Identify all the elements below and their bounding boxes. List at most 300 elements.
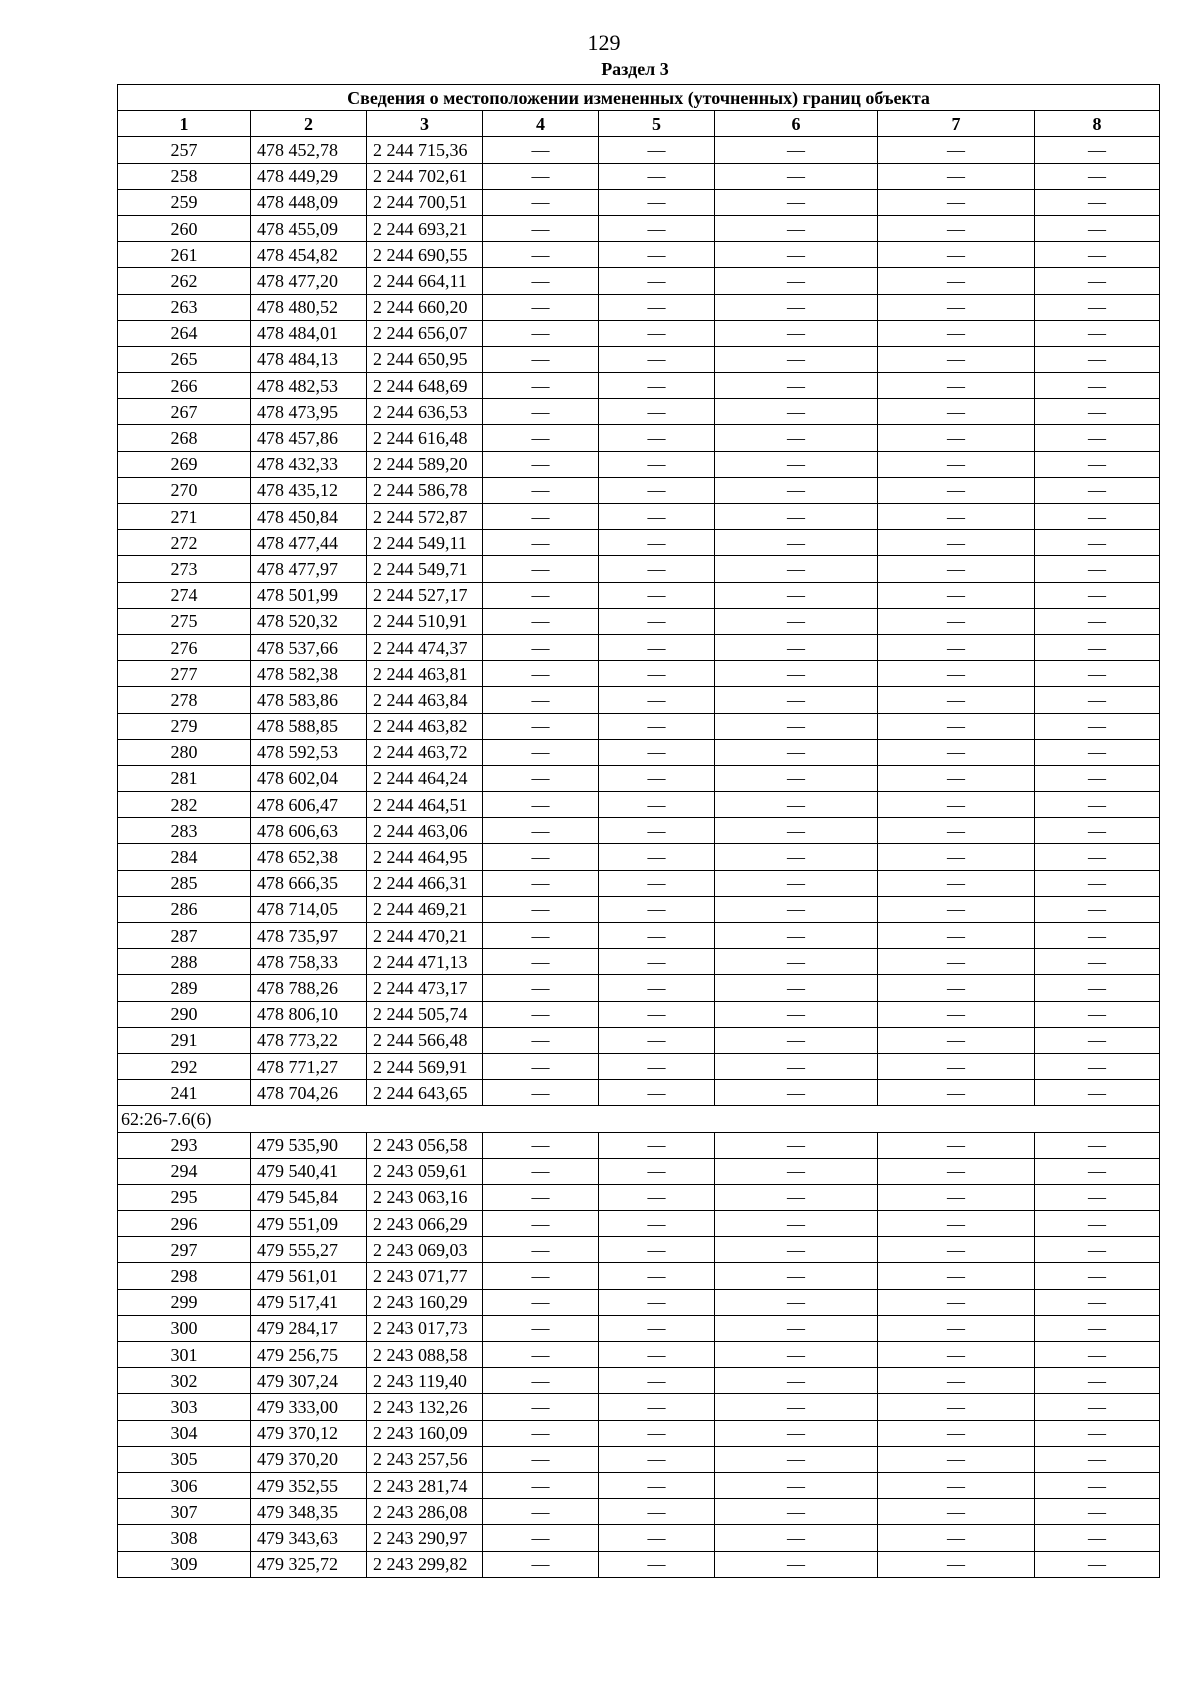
dash-cell: —	[878, 504, 1035, 530]
table-row	[118, 1420, 1160, 1446]
dash-cell: —	[599, 1263, 715, 1289]
point-number-cell: 303	[118, 1394, 251, 1420]
x-coordinate-cell: 478 452,78	[251, 137, 367, 163]
dash-cell: —	[878, 1027, 1035, 1053]
dash-cell: —	[483, 399, 599, 425]
point-number-cell: 300	[118, 1315, 251, 1341]
dash-cell: —	[599, 1211, 715, 1237]
dash-cell: —	[599, 1551, 715, 1577]
y-coordinate-cell: 2 244 510,91	[367, 608, 483, 634]
table-row	[118, 923, 1160, 949]
x-coordinate-cell: 478 473,95	[251, 399, 367, 425]
table-row	[118, 1053, 1160, 1079]
point-number-cell: 276	[118, 634, 251, 660]
x-coordinate-cell: 479 284,17	[251, 1315, 367, 1341]
x-coordinate-cell: 478 432,33	[251, 451, 367, 477]
x-coordinate-cell: 478 606,63	[251, 818, 367, 844]
table-row	[118, 425, 1160, 451]
table-row	[118, 608, 1160, 634]
y-coordinate-cell: 2 244 471,13	[367, 949, 483, 975]
point-number-cell: 299	[118, 1289, 251, 1315]
table-row	[118, 1525, 1160, 1551]
dash-cell: —	[483, 792, 599, 818]
dash-cell: —	[878, 451, 1035, 477]
dash-cell: —	[1035, 530, 1160, 556]
dash-cell: —	[599, 1315, 715, 1341]
dash-cell: —	[1035, 1499, 1160, 1525]
table-row	[118, 530, 1160, 556]
x-coordinate-cell: 479 343,63	[251, 1525, 367, 1551]
dash-cell: —	[483, 896, 599, 922]
table-row	[118, 294, 1160, 320]
dash-cell: —	[1035, 1132, 1160, 1158]
x-coordinate-cell: 479 540,41	[251, 1158, 367, 1184]
dash-cell: —	[1035, 1211, 1160, 1237]
dash-cell: —	[483, 294, 599, 320]
y-coordinate-cell: 2 244 690,55	[367, 242, 483, 268]
point-number-cell: 301	[118, 1342, 251, 1368]
dash-cell: —	[599, 1342, 715, 1368]
dash-cell: —	[599, 451, 715, 477]
dash-cell: —	[599, 923, 715, 949]
table-row	[118, 1158, 1160, 1184]
dash-cell: —	[1035, 163, 1160, 189]
point-number-cell: 273	[118, 556, 251, 582]
x-coordinate-cell: 478 501,99	[251, 582, 367, 608]
x-coordinate-cell: 478 477,44	[251, 530, 367, 556]
dash-cell: —	[599, 1472, 715, 1498]
dash-cell: —	[878, 1184, 1035, 1210]
dash-cell: —	[599, 346, 715, 372]
x-coordinate-cell: 479 555,27	[251, 1237, 367, 1263]
table-row	[118, 765, 1160, 791]
dash-cell: —	[715, 1315, 878, 1341]
dash-cell: —	[715, 713, 878, 739]
point-number-cell: 265	[118, 346, 251, 372]
dash-cell: —	[878, 1080, 1035, 1106]
dash-cell: —	[483, 949, 599, 975]
dash-cell: —	[878, 713, 1035, 739]
dash-cell: —	[483, 713, 599, 739]
dash-cell: —	[878, 923, 1035, 949]
dash-cell: —	[483, 975, 599, 1001]
dash-cell: —	[715, 346, 878, 372]
y-coordinate-cell: 2 243 132,26	[367, 1394, 483, 1420]
point-number-cell: 261	[118, 242, 251, 268]
table-row	[118, 1551, 1160, 1577]
dash-cell: —	[715, 268, 878, 294]
point-number-cell: 278	[118, 687, 251, 713]
x-coordinate-cell: 479 517,41	[251, 1289, 367, 1315]
table-row	[118, 713, 1160, 739]
x-coordinate-cell: 478 484,13	[251, 346, 367, 372]
dash-cell: —	[878, 1525, 1035, 1551]
dash-cell: —	[878, 661, 1035, 687]
dash-cell: —	[878, 163, 1035, 189]
dash-cell: —	[483, 687, 599, 713]
dash-cell: —	[599, 1525, 715, 1551]
dash-cell: —	[715, 189, 878, 215]
point-number-cell: 298	[118, 1263, 251, 1289]
dash-cell: —	[483, 189, 599, 215]
y-coordinate-cell: 2 244 616,48	[367, 425, 483, 451]
y-coordinate-cell: 2 243 160,29	[367, 1289, 483, 1315]
point-number-cell: 307	[118, 1499, 251, 1525]
dash-cell: —	[483, 346, 599, 372]
table-row	[118, 896, 1160, 922]
dash-cell: —	[878, 530, 1035, 556]
x-coordinate-cell: 478 477,97	[251, 556, 367, 582]
point-number-cell: 258	[118, 163, 251, 189]
dash-cell: —	[1035, 1184, 1160, 1210]
dash-cell: —	[878, 1263, 1035, 1289]
x-coordinate-cell: 479 325,72	[251, 1551, 367, 1577]
dash-cell: —	[483, 477, 599, 503]
dash-cell: —	[715, 687, 878, 713]
table-row	[118, 949, 1160, 975]
dash-cell: —	[1035, 1080, 1160, 1106]
point-number-cell: 271	[118, 504, 251, 530]
dash-cell: —	[599, 1184, 715, 1210]
dash-cell: —	[878, 425, 1035, 451]
column-header: 1	[118, 111, 251, 137]
y-coordinate-cell: 2 244 693,21	[367, 215, 483, 241]
dash-cell: —	[1035, 1472, 1160, 1498]
point-number-cell: 260	[118, 215, 251, 241]
dash-cell: —	[715, 1368, 878, 1394]
dash-cell: —	[1035, 373, 1160, 399]
table-row	[118, 556, 1160, 582]
x-coordinate-cell: 478 457,86	[251, 425, 367, 451]
dash-cell: —	[1035, 294, 1160, 320]
dash-cell: —	[599, 844, 715, 870]
dash-cell: —	[483, 163, 599, 189]
y-coordinate-cell: 2 244 569,91	[367, 1053, 483, 1079]
dash-cell: —	[1035, 687, 1160, 713]
dash-cell: —	[599, 765, 715, 791]
y-coordinate-cell: 2 244 474,37	[367, 634, 483, 660]
y-coordinate-cell: 2 244 463,72	[367, 739, 483, 765]
dash-cell: —	[483, 1237, 599, 1263]
dash-cell: —	[483, 556, 599, 582]
x-coordinate-cell: 479 535,90	[251, 1132, 367, 1158]
dash-cell: —	[483, 1368, 599, 1394]
dash-cell: —	[1035, 477, 1160, 503]
y-coordinate-cell: 2 244 469,21	[367, 896, 483, 922]
dash-cell: —	[878, 294, 1035, 320]
dash-cell: —	[1035, 320, 1160, 346]
dash-cell: —	[1035, 346, 1160, 372]
table-row	[118, 687, 1160, 713]
dash-cell: —	[599, 661, 715, 687]
dash-cell: —	[599, 1053, 715, 1079]
point-number-cell: 306	[118, 1472, 251, 1498]
dash-cell: —	[483, 1158, 599, 1184]
y-coordinate-cell: 2 243 017,73	[367, 1315, 483, 1341]
dash-cell: —	[599, 1420, 715, 1446]
dash-cell: —	[483, 451, 599, 477]
dash-cell: —	[483, 1027, 599, 1053]
x-coordinate-cell: 478 454,82	[251, 242, 367, 268]
dash-cell: —	[878, 189, 1035, 215]
table-row	[118, 215, 1160, 241]
table-row	[118, 582, 1160, 608]
dash-cell: —	[878, 1420, 1035, 1446]
point-number-cell: 267	[118, 399, 251, 425]
x-coordinate-cell: 479 551,09	[251, 1211, 367, 1237]
x-coordinate-cell: 479 256,75	[251, 1342, 367, 1368]
y-coordinate-cell: 2 244 549,11	[367, 530, 483, 556]
dash-cell: —	[715, 1394, 878, 1420]
dash-cell: —	[1035, 1027, 1160, 1053]
table-row	[118, 1472, 1160, 1498]
dash-cell: —	[878, 1472, 1035, 1498]
x-coordinate-cell: 478 484,01	[251, 320, 367, 346]
dash-cell: —	[483, 608, 599, 634]
dash-cell: —	[715, 792, 878, 818]
point-number-cell: 283	[118, 818, 251, 844]
table-body	[118, 137, 1160, 1577]
dash-cell: —	[878, 975, 1035, 1001]
dash-cell: —	[1035, 1289, 1160, 1315]
table-row	[118, 163, 1160, 189]
y-coordinate-cell: 2 244 715,36	[367, 137, 483, 163]
dash-cell: —	[483, 1472, 599, 1498]
dash-cell: —	[483, 1001, 599, 1027]
column-header: 2	[251, 111, 367, 137]
dash-cell: —	[715, 320, 878, 346]
dash-cell: —	[483, 1184, 599, 1210]
point-number-cell: 268	[118, 425, 251, 451]
y-coordinate-cell: 2 243 088,58	[367, 1342, 483, 1368]
dash-cell: —	[715, 661, 878, 687]
y-coordinate-cell: 2 243 059,61	[367, 1158, 483, 1184]
y-coordinate-cell: 2 244 660,20	[367, 294, 483, 320]
dash-cell: —	[483, 1446, 599, 1472]
dash-cell: —	[599, 949, 715, 975]
point-number-cell: 262	[118, 268, 251, 294]
dash-cell: —	[715, 163, 878, 189]
column-header: 4	[483, 111, 599, 137]
dash-cell: —	[599, 1027, 715, 1053]
x-coordinate-cell: 478 735,97	[251, 923, 367, 949]
y-coordinate-cell: 2 244 549,71	[367, 556, 483, 582]
dash-cell: —	[1035, 242, 1160, 268]
point-number-cell: 282	[118, 792, 251, 818]
dash-cell: —	[1035, 1342, 1160, 1368]
dash-cell: —	[715, 399, 878, 425]
dash-cell: —	[878, 1132, 1035, 1158]
dash-cell: —	[483, 634, 599, 660]
dash-cell: —	[715, 1525, 878, 1551]
dash-cell: —	[1035, 1446, 1160, 1472]
table-row	[118, 844, 1160, 870]
point-number-cell: 285	[118, 870, 251, 896]
dash-cell: —	[878, 582, 1035, 608]
y-coordinate-cell: 2 243 290,97	[367, 1525, 483, 1551]
dash-cell: —	[1035, 1237, 1160, 1263]
point-number-cell: 277	[118, 661, 251, 687]
dash-cell: —	[1035, 713, 1160, 739]
y-coordinate-cell: 2 243 069,03	[367, 1237, 483, 1263]
dash-cell: —	[599, 268, 715, 294]
y-coordinate-cell: 2 244 473,17	[367, 975, 483, 1001]
dash-cell: —	[599, 1368, 715, 1394]
dash-cell: —	[1035, 818, 1160, 844]
dash-cell: —	[878, 765, 1035, 791]
dash-cell: —	[599, 1237, 715, 1263]
table-row	[118, 504, 1160, 530]
dash-cell: —	[878, 1394, 1035, 1420]
table-row	[118, 242, 1160, 268]
group-label: 62:26-7.6(6)	[118, 1106, 1160, 1132]
dash-cell: —	[599, 1001, 715, 1027]
dash-cell: —	[599, 608, 715, 634]
point-number-cell: 294	[118, 1158, 251, 1184]
dash-cell: —	[483, 1289, 599, 1315]
dash-cell: —	[878, 1342, 1035, 1368]
x-coordinate-cell: 479 370,12	[251, 1420, 367, 1446]
dash-cell: —	[1035, 504, 1160, 530]
point-number-cell: 257	[118, 137, 251, 163]
table-row	[118, 1263, 1160, 1289]
dash-cell: —	[1035, 399, 1160, 425]
dash-cell: —	[715, 242, 878, 268]
dash-cell: —	[715, 818, 878, 844]
dash-cell: —	[715, 870, 878, 896]
point-number-cell: 280	[118, 739, 251, 765]
coordinates-table	[117, 84, 1160, 1578]
dash-cell: —	[483, 661, 599, 687]
y-coordinate-cell: 2 244 664,11	[367, 268, 483, 294]
dash-cell: —	[1035, 1368, 1160, 1394]
table-row	[118, 1289, 1160, 1315]
dash-cell: —	[483, 1315, 599, 1341]
dash-cell: —	[599, 294, 715, 320]
y-coordinate-cell: 2 244 589,20	[367, 451, 483, 477]
point-number-cell: 289	[118, 975, 251, 1001]
dash-cell: —	[715, 1184, 878, 1210]
dash-cell: —	[483, 1525, 599, 1551]
dash-cell: —	[1035, 949, 1160, 975]
dash-cell: —	[715, 975, 878, 1001]
x-coordinate-cell: 479 370,20	[251, 1446, 367, 1472]
dash-cell: —	[715, 949, 878, 975]
table-row	[118, 792, 1160, 818]
dash-cell: —	[599, 137, 715, 163]
dash-cell: —	[878, 215, 1035, 241]
y-coordinate-cell: 2 244 702,61	[367, 163, 483, 189]
x-coordinate-cell: 478 704,26	[251, 1080, 367, 1106]
dash-cell: —	[715, 582, 878, 608]
x-coordinate-cell: 478 435,12	[251, 477, 367, 503]
table-row	[118, 975, 1160, 1001]
point-number-cell: 259	[118, 189, 251, 215]
y-coordinate-cell: 2 244 463,82	[367, 713, 483, 739]
dash-cell: —	[483, 1551, 599, 1577]
dash-cell: —	[599, 1158, 715, 1184]
dash-cell: —	[1035, 923, 1160, 949]
dash-cell: —	[483, 425, 599, 451]
table-row	[118, 346, 1160, 372]
dash-cell: —	[1035, 739, 1160, 765]
x-coordinate-cell: 479 545,84	[251, 1184, 367, 1210]
table-row	[118, 739, 1160, 765]
dash-cell: —	[1035, 451, 1160, 477]
dash-cell: —	[483, 1132, 599, 1158]
point-number-cell: 274	[118, 582, 251, 608]
table-caption: Сведения о местоположении измененных (уточненных) границ объекта	[118, 85, 1160, 111]
point-number-cell: 286	[118, 896, 251, 922]
table-row	[118, 1027, 1160, 1053]
dash-cell: —	[1035, 556, 1160, 582]
dash-cell: —	[715, 294, 878, 320]
page-number: 129	[587, 30, 621, 55]
dash-cell: —	[599, 1080, 715, 1106]
dash-cell: —	[483, 1263, 599, 1289]
section-title: Раздел 3	[601, 59, 669, 79]
table-row	[118, 373, 1160, 399]
dash-cell: —	[715, 1342, 878, 1368]
dash-cell: —	[483, 1080, 599, 1106]
dash-cell: —	[878, 844, 1035, 870]
dash-cell: —	[715, 1446, 878, 1472]
dash-cell: —	[483, 373, 599, 399]
x-coordinate-cell: 478 477,20	[251, 268, 367, 294]
y-coordinate-cell: 2 243 056,58	[367, 1132, 483, 1158]
x-coordinate-cell: 479 307,24	[251, 1368, 367, 1394]
point-number-cell: 309	[118, 1551, 251, 1577]
table-row	[118, 1368, 1160, 1394]
x-coordinate-cell: 478 773,22	[251, 1027, 367, 1053]
dash-cell: —	[1035, 1394, 1160, 1420]
point-number-cell: 275	[118, 608, 251, 634]
x-coordinate-cell: 478 788,26	[251, 975, 367, 1001]
dash-cell: —	[715, 1237, 878, 1263]
y-coordinate-cell: 2 244 463,84	[367, 687, 483, 713]
dash-cell: —	[878, 346, 1035, 372]
point-number-cell: 308	[118, 1525, 251, 1551]
x-coordinate-cell: 478 520,32	[251, 608, 367, 634]
dash-cell: —	[878, 1158, 1035, 1184]
dash-cell: —	[599, 818, 715, 844]
dash-cell: —	[599, 687, 715, 713]
dash-cell: —	[1035, 792, 1160, 818]
table-row	[118, 1394, 1160, 1420]
dash-cell: —	[599, 530, 715, 556]
dash-cell: —	[599, 215, 715, 241]
table-row	[118, 189, 1160, 215]
group-row	[118, 1106, 1160, 1132]
dash-cell: —	[599, 425, 715, 451]
table-row	[118, 137, 1160, 163]
table-row	[118, 451, 1160, 477]
dash-cell: —	[599, 1394, 715, 1420]
dash-cell: —	[878, 634, 1035, 660]
x-coordinate-cell: 479 333,00	[251, 1394, 367, 1420]
point-number-cell: 287	[118, 923, 251, 949]
y-coordinate-cell: 2 243 119,40	[367, 1368, 483, 1394]
column-header: 7	[878, 111, 1035, 137]
dash-cell: —	[715, 1132, 878, 1158]
x-coordinate-cell: 478 449,29	[251, 163, 367, 189]
dash-cell: —	[599, 373, 715, 399]
y-coordinate-cell: 2 244 700,51	[367, 189, 483, 215]
dash-cell: —	[483, 739, 599, 765]
dash-cell: —	[878, 373, 1035, 399]
point-number-cell: 302	[118, 1368, 251, 1394]
y-coordinate-cell: 2 244 527,17	[367, 582, 483, 608]
